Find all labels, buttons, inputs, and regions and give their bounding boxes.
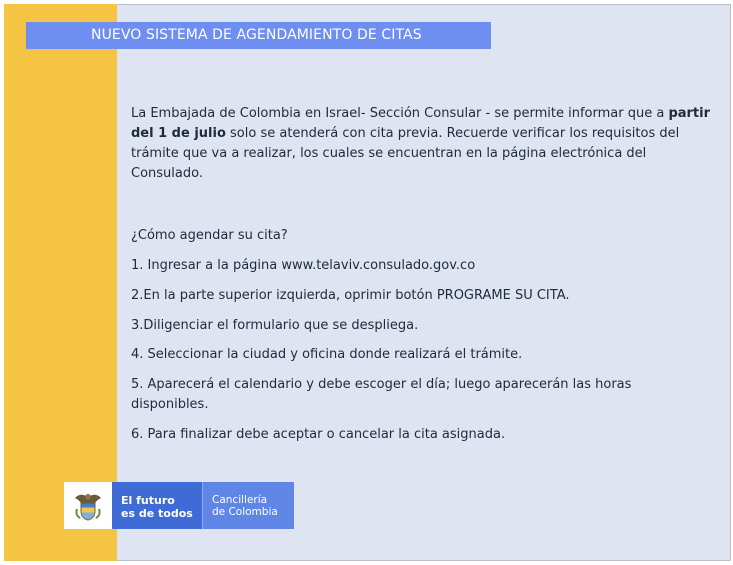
- intro-date-emphasis: partir del 1 de julio: [131, 106, 711, 141]
- logo-slogan-line1: El futuro: [121, 494, 175, 507]
- step-item: 3.Diligenciar el formulario que se despliega.: [131, 318, 419, 333]
- logo-ministry-line1: Cancillería: [212, 494, 268, 506]
- step-item: 4. Seleccionar la ciudad y oficina donde realizará el trámite.: [131, 347, 523, 362]
- yellow-side-bar: [4, 4, 117, 561]
- step-item: 1. Ingresar a la página www.telaviv.consulado.gov.co: [131, 258, 476, 273]
- step-item: 6. Para finalizar debe aceptar o cancelar la cita asignada.: [131, 427, 506, 442]
- logo-ministry: [203, 482, 294, 529]
- intro-text-1: La Embajada de Colombia en Israel- Sección Consular - se permite informar que a: [131, 106, 669, 121]
- how-to-question: ¿Cómo agendar su cita?: [131, 228, 288, 243]
- government-logo: [64, 482, 294, 529]
- intro-text-2: solo se atenderá con cita previa. Recuerde verificar los requisitos del trámite que va a realizar, los cuales se encuentran en la página electrónica del Consulado.: [131, 126, 680, 181]
- step-item: 2.En la parte superior izquierda, oprimir botón PROGRAME SU CITA.: [131, 288, 570, 303]
- logo-slogan: [112, 482, 202, 529]
- coat-of-arms-icon: [64, 482, 112, 529]
- step-item: 5. Aparecerá el calendario y debe escoger el día; luego aparecerán las horas disponibles.: [131, 377, 632, 412]
- logo-ministry-line2: de Colombia: [212, 506, 278, 518]
- logo-slogan-line2: es de todos: [121, 507, 193, 520]
- intro-paragraph: [131, 104, 711, 184]
- page-title: NUEVO SISTEMA DE AGENDAMIENTO DE CITAS: [26, 22, 491, 49]
